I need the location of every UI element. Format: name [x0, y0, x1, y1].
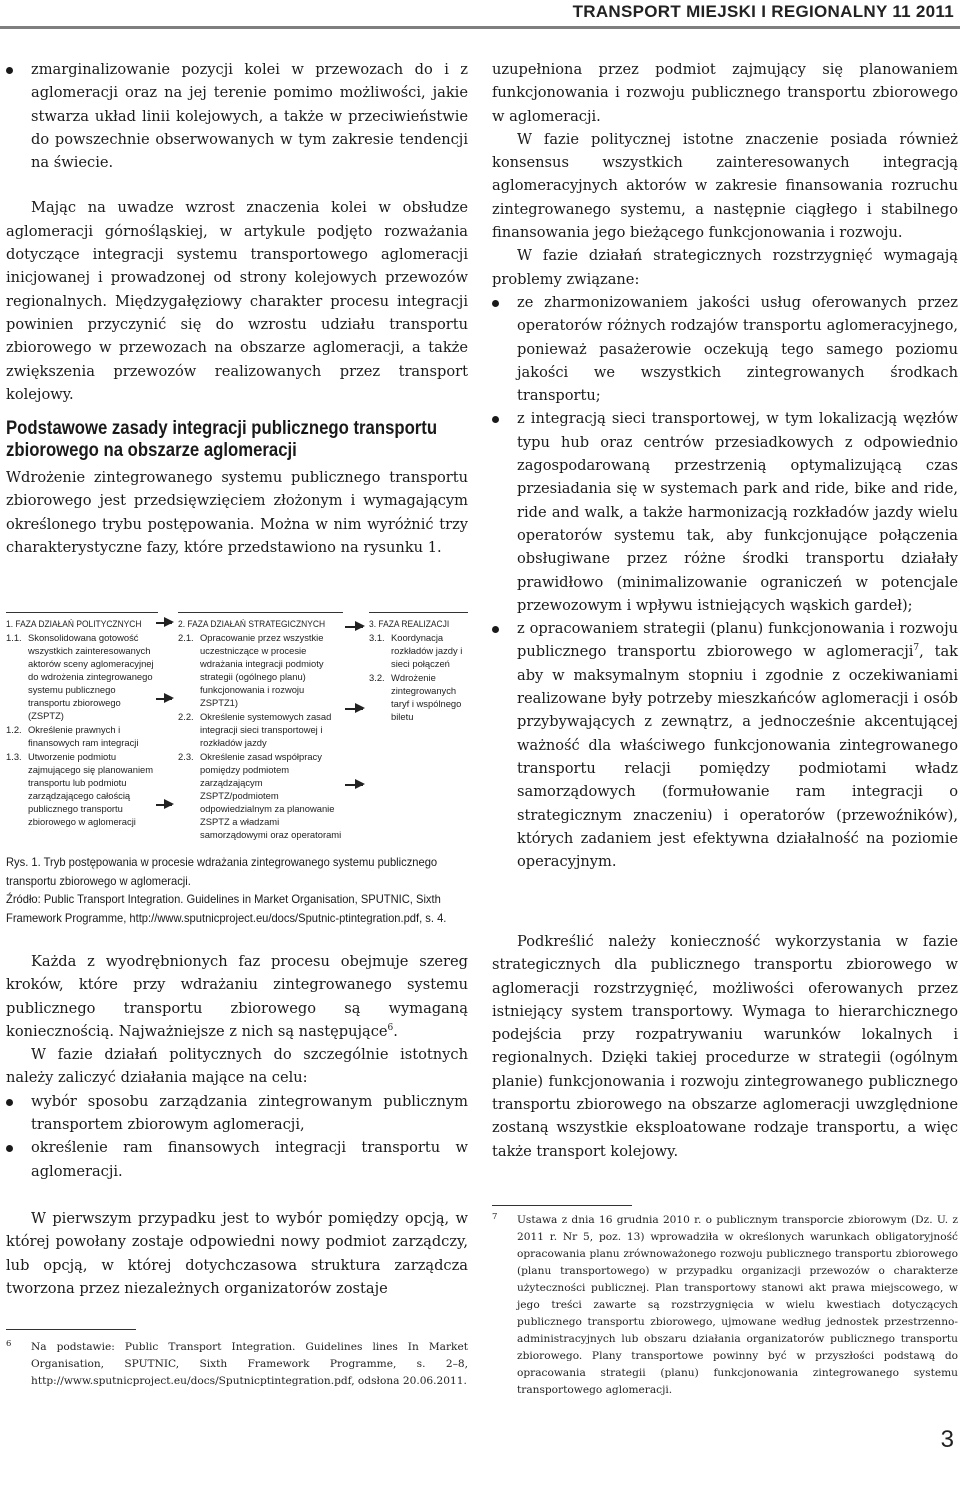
phase-step: [6, 750, 158, 828]
phase-step: [178, 750, 343, 841]
step-number: 2.2.: [178, 711, 194, 722]
footnote-6: [6, 1339, 468, 1390]
phase-realization: [369, 612, 468, 723]
step-text: Określenie prawnych i finansowych ram integracji: [28, 724, 139, 748]
paragraph-phases: Wdrożenie zintegrowanego systemu publicznego transportu zbiorowego jest przedsięwzięciem złożonym i wymagającym określonego trybu postępowania. Można w nim wyróżnić trzy charakterystyczne fazy, które przedstawiono na rysunku 1.: [6, 469, 468, 557]
phase-step: [178, 710, 343, 749]
phase-step: [369, 631, 468, 670]
step-number: 1.2.: [6, 724, 22, 735]
step-number: 1.1.: [6, 632, 22, 643]
footnote-ref: 7: [913, 643, 920, 654]
step-text: Wdrożenie zintegrowanych taryf i wspólnego biletu: [391, 672, 462, 722]
paragraph-political: W fazie działań politycznych do szczególnie istotnych należy zaliczyć działania mające na celu:: [6, 1046, 468, 1087]
left-column-bottom: [6, 1207, 468, 1300]
bullet-item: [492, 617, 958, 873]
phase-step: [6, 723, 158, 749]
journal-title: TRANSPORT MIEJSKI I REGIONALNY 11 2011: [572, 2, 954, 21]
bullet-item: określenie ram finansowych integracji transportu w aglomeracji.: [6, 1136, 468, 1183]
footnote-text: Ustawa z dnia 16 grudnia 2010 r. o publicznym transporcie zbiorowym (Dz. U. z 2011 r. Nr 5, poz. 13) wprowadziła w określonych warunkach obligatoryjność opracowania planu zrównoważonego rozwoju publicznego transportu zbiorowego (planu transportowego) w przypadku organizacji przewozów o charakterze użyteczności publicznej. Plan transportowy stanowi akt prawa miejscowego, w jego treści zawarte są rozstrzygnięcia w wielu kwestiach dotyczących publicznego transportu zbiorowego, ujmowane według jednostek przestrzenno-administracyjnych lub obszaru działania organizatorów publicznego transportu zbiorowego. Plany transportowe powinny być w przyszłości podstawą do opracowania strategii (planu) funkcjonowania zintegrowanego systemu transportowego aglomeracji.: [517, 1214, 958, 1396]
footnote-number: 6: [6, 1339, 12, 1349]
phase-step: [178, 631, 343, 709]
right-column-top: [492, 58, 958, 873]
footnote-number: 7: [492, 1212, 498, 1222]
step-number: 2.3.: [178, 751, 194, 762]
phase-political: [6, 612, 158, 828]
footnote-7: [492, 1212, 958, 1399]
bullet-text: z opracowaniem strategii (planu) funkcjonowania i rozwoju publicznego transportu zbiorowego w aglomeracji: [517, 620, 958, 661]
step-text: Określenie systemowych zasad integracji sieci transportowej i rozkładów jazdy: [200, 711, 332, 748]
paragraph-options: W pierwszym przypadku jest to wybór pomiędzy opcją, w której powołany zostaje odpowiedni nowy podmiot zarządczy, lub opcją, w której dotychczasowa struktura zarządcza tworzona przez niezależnych organizatorów zostaje: [6, 1210, 468, 1297]
bullet-item: wybór sposobu zarządzania zintegrowanym publicznym transportem zbiorowym aglomeracji,: [6, 1090, 468, 1137]
page-number: 3: [940, 1426, 954, 1453]
paragraph-intro: Mając na uwadze wzrost znaczenia kolei w obsłudze aglomeracji górnośląskiej, w artykule podjęto rozważania dotyczące integracji systemu transportowego aglomeracji inicjowanej i prowadzonej od strony kolejowych przewozów regionalnych. Międzygałęziowy charakter procesu integracji powinien przyczynić się do wzrostu udziału transportu zbiorowego w przewozach na obszarze aglomeracji, a także zwiększenia przewozów realizowanych przez transport kolejowy.: [6, 199, 468, 403]
arrow-right-icon: [156, 804, 172, 806]
arrow-right-icon: [345, 626, 363, 628]
step-text: Utworzenie podmiotu zajmującego się planowaniem transportu lub podmiotu zarządzającego całością publicznego transportu zbiorowego w aglomeracji: [28, 751, 154, 827]
step-text: Określenie zasad współpracy pomiędzy podmiotem zarządzającym ZSPTZ/podmiotem odpowiedzialnym za planowanie ZSPTZ a władzami samorządowymi oraz operatorami: [200, 751, 342, 840]
arrow-right-icon: [156, 698, 172, 700]
footnote-rule: [6, 1329, 136, 1330]
step-number: 1.3.: [6, 751, 22, 762]
arrow-right-icon: [345, 784, 363, 786]
paragraph-financing: W fazie politycznej istotne znaczenie posiada również konsensus wszystkich zainteresowanych integracją aglomeracyjnych aktorów w zakresie finansowania rozruchu zintegrowanego systemu, a następnie ciągłego i stabilnego finansowania jego bieżącego funkcjonowania i rozwoju.: [492, 130, 958, 242]
step-text: Opracowanie przez wszystkie uczestniczące w procesie wdrażania integracji podmioty strategii (ogólnego planu) funkcjonowania i rozwoju ZSPTZ1): [200, 632, 324, 708]
paragraph-hierarchy: Podkreślić należy konieczność wykorzystania w fazie strategicznych dla publicznego transportu zbiorowego w aglomeracji rozstrzygnięć, możliwości oferowanych przez istniejący system transportowy. Wymaga to hierarchicznego podejścia przy rozpatrywaniu warunków lokalnych i regionalnych. Dzięki takiej procedurze w strategii (ogólnym planie) funkcjonowania i rozwoju zintegrowanego publicznego transportu zbiorowego na obszarze aglomeracji uwzględnione zostaną wszystkie eksploatowane rodzaje transportu, a więc także transport kolejowy.: [492, 933, 958, 1160]
footnote-text: Na podstawie: Public Transport Integration. Guidelines lines In Market Organisation, SPUTNIC, Sixth Framework Programme, s. 2–8, http://www.sputnicproject.eu/docs/Sputnicptintegration.pdf, odsłona 20.06.2011.: [31, 1341, 468, 1387]
footnote-rule: [492, 1205, 632, 1206]
political-bullet-list: [6, 1090, 468, 1183]
bullet-item: ze zharmonizowaniem jakości usług oferowanych przez operatorów różnych rodzajów transportu aglomeracyjnego, ponieważ pasażerowie oczekują tego samego poziomu jakości we wszystkich zintegrowanych środkach transportu;: [492, 291, 958, 407]
phase-step: [6, 631, 158, 722]
paragraph-strategic: W fazie działań strategicznych rozstrzygnięć wymagają problemy związane:: [492, 247, 958, 288]
left-column-middle: [6, 950, 468, 1183]
section-heading: Podstawowe zasady integracji publicznego transportu zbiorowego na obszarze aglomeracji: [6, 418, 438, 462]
strategic-bullet-list: [492, 291, 958, 873]
arrow-right-icon: [156, 622, 172, 624]
step-number: 3.1.: [369, 632, 385, 643]
left-column-top: [6, 58, 468, 559]
caption-source: Źródło: Public Transport Integration. Guidelines in Market Organisation, SPUTNIC, Sixth Framework Programme, http://www.sputnicproject.eu/docs/Sputnic-ptintegration.pdf, s. 4.: [6, 892, 447, 925]
figure-caption: [6, 853, 468, 927]
footnote-ref: 6: [387, 1023, 394, 1034]
bullet-item: z integracją sieci transportowej, w tym lokalizacją węzłów typu hub oraz centrów przesiadkowych z odpowiednio zagospodarowaną przestrzenią optymalizującą czas przesiadania się w systemach park and ride, bike and ride, ride and walk, a także harmonizacją rozkładów jazdy wielu operatorów systemu tak, aby funkcjonujące połączenia obsługiwane przez różne środki transportu działały prawidłowo (minimalizowanie ograniczeń w potencjale przewozowym i wpływu istniejących wąskich gardeł);: [492, 407, 958, 617]
paragraph-continued: uzupełniona przez podmiot zajmujący się planowaniem funkcjonowania i rozwoju publicznego transportu zbiorowego w aglomeracji.: [492, 61, 958, 125]
header-rule: [0, 26, 960, 29]
step-text: Koordynacja rozkładów jazdy i sieci połączeń: [391, 632, 463, 669]
phase-title: 2. FAZA DZIAŁAŃ STRATEGICZNYCH: [178, 618, 326, 629]
phase-title: 1. FAZA DZIAŁAŃ POLITYCZNYCH: [6, 618, 142, 629]
caption-title: Rys. 1. Tryb postępowania w procesie wdrażania zintegrowanego systemu publicznego transportu zbiorowego w aglomeracji.: [6, 855, 438, 888]
phase-step: [369, 671, 468, 723]
arrow-right-icon: [345, 708, 363, 710]
paragraph-steps: [6, 950, 468, 1043]
phase-strategic: [178, 612, 343, 841]
paragraph-text: Każda z wyodrębnionych faz procesu obejmuje szereg kroków, które przy wdrażaniu zintegrowanego systemu publicznego transportu zbiorowego są wymaganą koniecznością. Najważniejsze z nich są następujące: [6, 953, 468, 1040]
right-column-bottom: [492, 930, 958, 1163]
paragraph-end: .: [393, 1022, 398, 1040]
bullet-text: , tak aby w maksymalnym stopniu i zgodnie z oczekiwaniami realizowane były potrzeby mieszkańców aglomeracji i osób przybywających z zewnątrz, a jednocześnie akcentującej ważność dla właściwego funkcjonowania zintegrowanego transportu relacji pomiędzy podmiotami władz samorządowych (formułowanie ram integracji o strategicznym znaczeniu) i operatorów (przewoźników), których zadaniem jest efektywna działalność na poziomie operacyjnym.: [517, 643, 958, 871]
step-number: 3.2.: [369, 672, 385, 683]
bullet-item: zmarginalizowanie pozycji kolei w przewozach do i z aglomeracji oraz na jej terenie pomimo możliwości, jakie stwarza układ linii kolejowych, a także w przeciwieństwie do powszechnie obserwowanych w tym zakresie tendencji na świecie.: [6, 58, 468, 174]
running-header: [0, 0, 960, 30]
figure-process-diagram: [6, 612, 468, 852]
phase-title: 3. FAZA REALIZACJI: [369, 618, 450, 629]
top-bullet-list: [6, 58, 468, 174]
step-text: Skonsolidowana gotowość wszystkich zainteresowanych aktorów sceny aglomeracyjnej do wdrożenia zintegrowanego systemu publicznego transportu zbiorowego (ZSPTZ): [28, 632, 154, 721]
step-number: 2.1.: [178, 632, 194, 643]
